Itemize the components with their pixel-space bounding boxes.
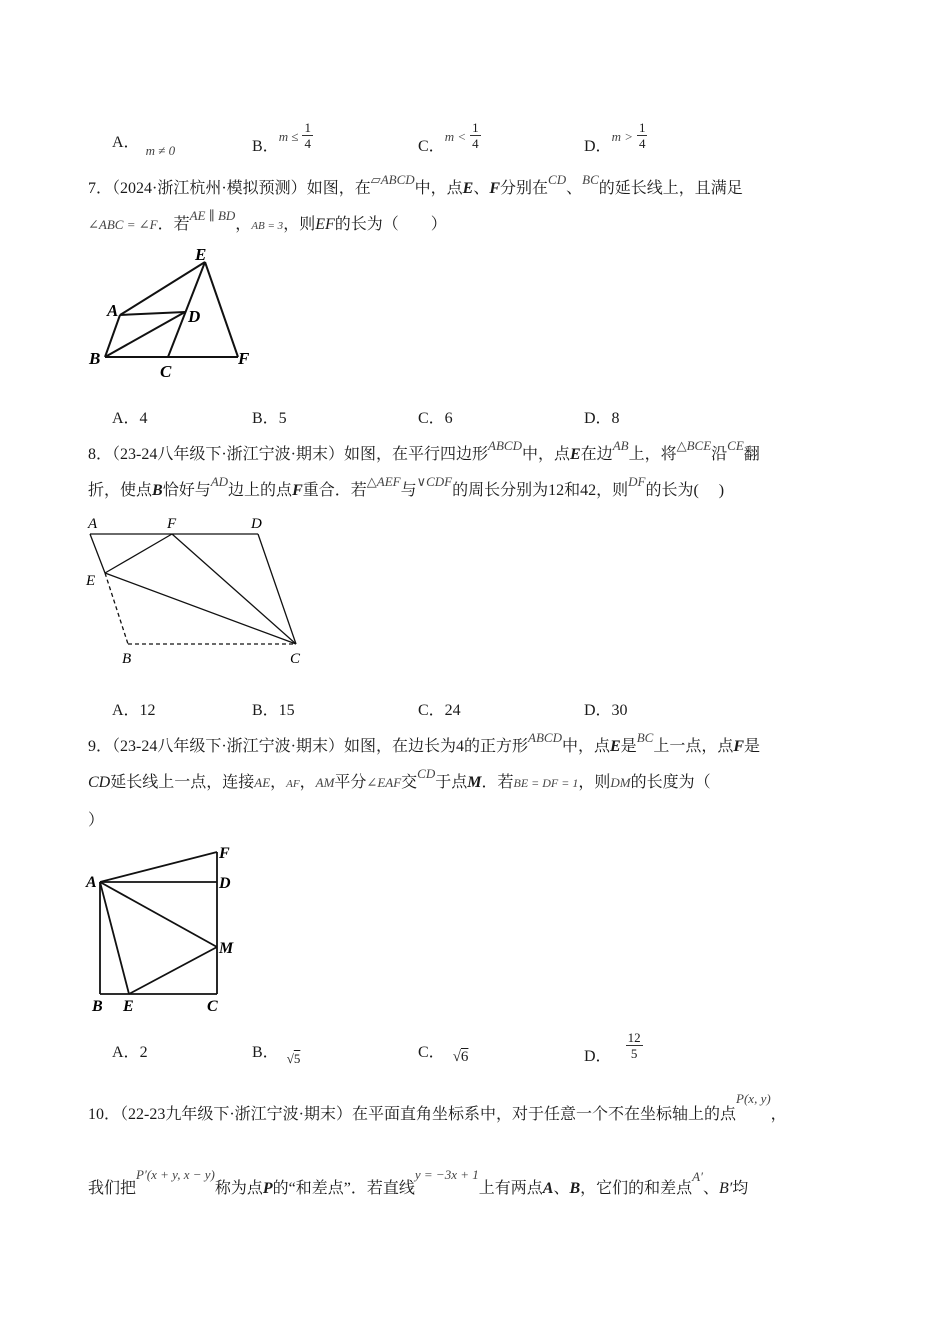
math: B′ [718,1180,733,1197]
text: ，则 [283,216,316,233]
math: DM [610,775,631,790]
denominator: 4 [472,136,479,151]
text: 的长度为（ [630,774,711,791]
math: AE ∥ BD [189,208,236,223]
text: ．若 [157,216,190,233]
label-c: C [207,998,218,1015]
segment-ef [205,262,238,357]
math: ABCD [528,730,562,745]
label-c: C [290,651,301,667]
label-a: A [88,516,98,532]
text: 中，点 [414,180,463,197]
math: E [570,446,581,463]
label-m: M [219,940,234,957]
math: AE [254,775,271,790]
q10-line-1 [88,1091,787,1126]
question-source: （23-24八年级下·浙江宁波·期末） [112,738,345,755]
option-math: m > [611,129,633,145]
text: 翻 [743,446,760,463]
text: 上一点，点 [653,738,734,755]
option-letter: D． [584,138,612,156]
q7-line-2 [88,208,447,237]
label-e: E [123,998,134,1015]
q9-line-3: ） [88,812,105,829]
text: 如图，在边长为4的正方形 [344,738,529,755]
math: A′ [692,1169,703,1184]
q9-option-b [252,1042,300,1064]
q9-option-c [418,1042,468,1064]
radicand: 6 [460,1049,469,1065]
label-f: F [167,516,177,532]
label-a: A [86,874,97,891]
q6-option-a [112,132,176,158]
math: E [462,180,474,197]
question-source: （2024·浙江杭州·模拟预测） [112,180,307,197]
math: DF [628,474,646,489]
text: 在平面直角坐标系中，对于任意一个不在坐标轴上的点 [352,1106,737,1123]
math: △BCE [676,438,712,453]
math: AB = 3 [251,220,284,232]
sqrt-6: √6 [452,1049,469,1065]
q10-line-2 [88,1167,749,1200]
label-a: A [107,301,119,320]
text: 均 [732,1180,749,1197]
math: F [733,738,744,755]
q9-line-2 [88,766,711,795]
text: 、 [553,1180,570,1197]
radicand: 5 [293,1051,301,1066]
math: EF [315,216,335,233]
segment-eb-dashed [105,573,128,644]
q9-line-1 [88,730,761,758]
question-number: 9． [88,738,113,755]
fraction [626,1030,643,1061]
text: 在边 [580,446,613,463]
option-letter: A． [112,1044,140,1061]
segment-am [100,882,217,947]
q6-option-b [252,120,313,156]
label-b: B [122,651,132,667]
q6-option-d [584,120,647,156]
q7-figure-lines [105,262,238,357]
text: 、 [566,180,583,197]
numerator: 1 [472,120,479,135]
sqrt-5: √5 [286,1051,301,1066]
segment-ad [120,312,185,315]
text: 我们把 [88,1180,137,1197]
text: ．若 [481,774,514,791]
text: 延长线上一点，连接 [110,774,255,791]
math: B [152,482,163,499]
option-letter: B． [252,138,279,156]
math: BE = DF = 1 [513,776,579,790]
q9-option-a [112,1042,148,1064]
numerator: 1 [304,120,311,135]
math: BC [636,730,654,745]
q8-figure-lines [90,534,296,644]
text: 恰好与 [162,482,211,499]
text: 分别在 [500,180,549,197]
text: 平分 [334,774,367,791]
q8-line-1 [88,438,760,466]
question-number: 10． [88,1106,121,1123]
math: CE [727,438,744,453]
label-d: D [251,516,262,532]
text: 重合．若 [302,482,367,499]
option-math: m < [444,129,467,145]
option-letter: D． [584,1048,612,1066]
numerator: 12 [627,1030,641,1045]
text: ， [270,774,287,791]
q9-option-d [584,1030,643,1066]
label-e: E [86,573,96,589]
math: P′(x + y, x − y) [136,1167,215,1182]
text: 的周长分别为12和42，则 [452,482,629,499]
q8-figure [80,512,320,672]
label-d: D [188,307,201,326]
math: AD [210,474,229,489]
q7-option-d: D．8 [584,410,620,427]
option-value: 2 [139,1044,148,1061]
question-number: 7． [88,180,113,197]
q9-figure-lines [100,852,217,994]
math: △AEF [366,474,401,489]
q8-option-c: C．24 [418,702,461,719]
label-f: F [219,845,230,862]
segment-ec [105,573,296,644]
math: BC [582,172,599,187]
math: P(x, y) [736,1091,771,1106]
text: 、 [473,180,490,197]
q7-line-1 [88,172,743,200]
segment-em [129,947,217,994]
q8-option-d: D．30 [584,702,628,719]
denominator: 4 [304,136,311,151]
option-letter: C． [418,138,445,156]
math: CD [417,766,436,781]
label-c: C [160,362,172,381]
text: 与 [400,482,417,499]
option-letter: C． [418,1044,445,1061]
q6-option-c [418,120,481,156]
label-d: D [219,875,231,892]
math: AF [286,778,300,790]
text: 中，点 [521,446,570,463]
text: ， [770,1106,787,1123]
q8-option-b: B．15 [252,702,295,719]
fraction [637,120,648,151]
text: 、 [702,1180,719,1197]
q9-figure [80,838,260,1018]
question-number: 8． [88,446,113,463]
math: ▱ABCD [370,172,415,187]
option-math: m ≠ 0 [145,143,176,158]
math: CD [548,172,567,187]
option-letter: B． [252,1044,279,1061]
text: 称为点 [214,1180,263,1197]
fraction [470,120,481,151]
text: 的“和差点”．若直线 [272,1180,415,1197]
q8-line-2 [88,474,725,502]
text: ， [235,216,252,233]
segment-ae [90,534,105,573]
denominator: 5 [630,1046,638,1061]
label-b: B [92,998,103,1015]
math: ∠ABC = ∠F [88,217,158,232]
text: 交 [401,774,418,791]
label-e: E [195,245,207,264]
math: ∨CDF [416,474,453,489]
math: A [542,1180,554,1197]
text: 的长为( ) [645,482,725,499]
label-f: F [238,349,250,368]
text: 的延长线上，且满足 [598,180,743,197]
math: P [262,1180,273,1197]
math: F [292,482,303,499]
text: 上有两点 [478,1180,543,1197]
segment-ae [100,882,129,994]
segment-af [100,852,217,882]
math: ABCD [488,438,522,453]
text: ，它们的和差点 [580,1180,693,1197]
math: ∠EAF [366,775,402,790]
math: CD [88,774,111,791]
numerator: 1 [638,120,646,135]
text: 中，点 [561,738,610,755]
math: E [610,738,621,755]
q7-option-b: B．5 [252,410,287,427]
text: ，则 [578,774,611,791]
math: AB [612,438,629,453]
q7-option-a: A．4 [112,410,148,427]
math: M [467,774,482,791]
math: F [489,180,501,197]
q7-option-c: C．6 [418,410,453,427]
question-source: （23-24八年级下·浙江宁波·期末） [112,446,345,463]
segment-ef [105,534,172,573]
text: 沿 [711,446,728,463]
math: B [569,1180,581,1197]
math: AM [315,775,335,790]
question-source: （22-23九年级下·浙江宁波·期末） [120,1106,353,1123]
text: 如图，在平行四边形 [344,446,489,463]
math: y = −3x + 1 [414,1167,479,1182]
text: 折，使点 [88,482,153,499]
text: 边上的点 [228,482,293,499]
text: 上，将 [628,446,677,463]
q7-figure [80,240,270,385]
fraction [302,120,313,151]
denominator: 4 [638,136,646,151]
text: 于点 [435,774,468,791]
text: ， [299,774,316,791]
label-b: B [89,349,101,368]
text: 是 [744,738,761,755]
option-letter: A． [112,134,140,151]
q8-option-a: A．12 [112,702,156,719]
text: 如图，在 [306,180,371,197]
option-math: m ≤ [278,129,299,145]
text: 的长为（ ） [334,216,447,233]
text: 是 [620,738,637,755]
